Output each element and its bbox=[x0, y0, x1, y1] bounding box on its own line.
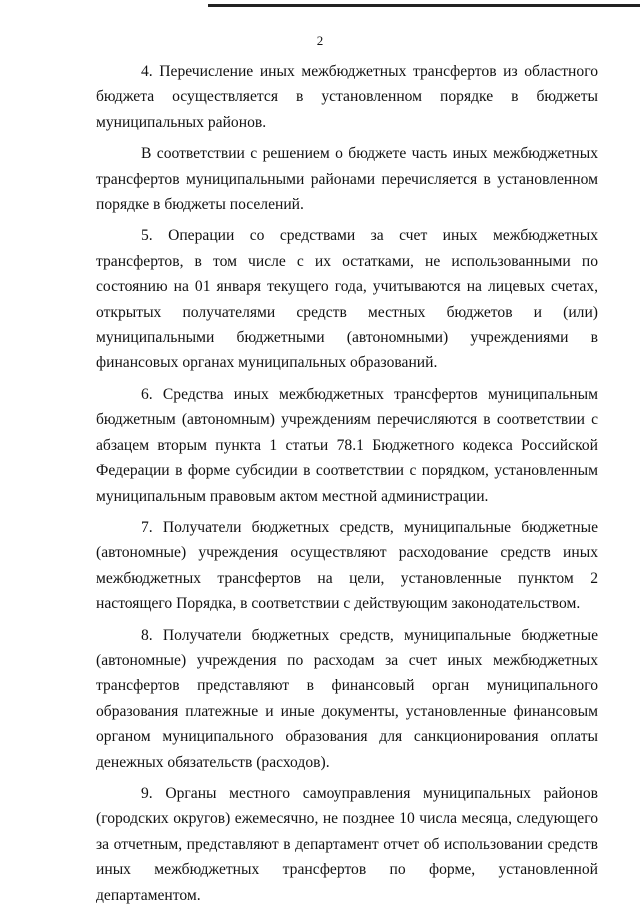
page-number: 2 bbox=[316, 33, 324, 48]
paragraph-item-9: 9. Органы местного самоуправления муниципальных районов (городских округов) ежемесячно, не позднее 10 числа месяца, следующего за отчетным, представляют в департамент отчет об использовании средств иных межбюджетных трансфертов по форме, установленной департаментом. bbox=[96, 784, 598, 904]
paragraph-item-8: 8. Получатели бюджетных средств, муниципальные бюджетные (автономные) учреждения по расходам за счет иных межбюджетных трансфертов представляют в финансовый орган муниципального образования платежные и иные документы, установленные финансовым органом муниципального образования для санкционирования оплаты денежных обязательств (расходов). bbox=[96, 626, 598, 771]
paragraph-item-5: 5. Операции со средствами за счет иных межбюджетных трансфертов, в том числе с их остатками, не использованными по состоянию на 01 января текущего года, учитываются на лицевых счетах, открытых получателями средств местных бюджетов и (или) муниципальными бюджетными (автономными) учреждениями в финансовых органах муниципальных образований. bbox=[96, 227, 598, 372]
top-border-line bbox=[208, 4, 640, 7]
paragraph-item-6: 6. Средства иных межбюджетных трансфертов муниципальным бюджетным (автономным) учреждениям перечисляются в соответствии с абзацем вторым пункта 1 статьи 78.1 Бюджетного кодекса Российской Федерации в форме субсидии в соответствии с порядком, установленным муниципальным правовым актом местной администрации. bbox=[96, 385, 598, 505]
document-body bbox=[96, 59, 598, 909]
paragraph-item-4: 4. Перечисление иных межбюджетных трансфертов из областного бюджета осуществляется в установленном порядке в бюджеты муниципальных районов. bbox=[96, 63, 598, 131]
paragraph-item-7: 7. Получатели бюджетных средств, муниципальные бюджетные (автономные) учреждения осуществляют расходование средств иных межбюджетных трансфертов на цели, установленные пунктом 2 настоящего Порядка, в соответствии с действующим законодательством. bbox=[96, 518, 598, 613]
paragraph-budget-decision: В соответствии с решением о бюджете часть иных межбюджетных трансфертов муниципальными районами перечисляется в установленном порядке в бюджеты поселений. bbox=[96, 145, 598, 214]
